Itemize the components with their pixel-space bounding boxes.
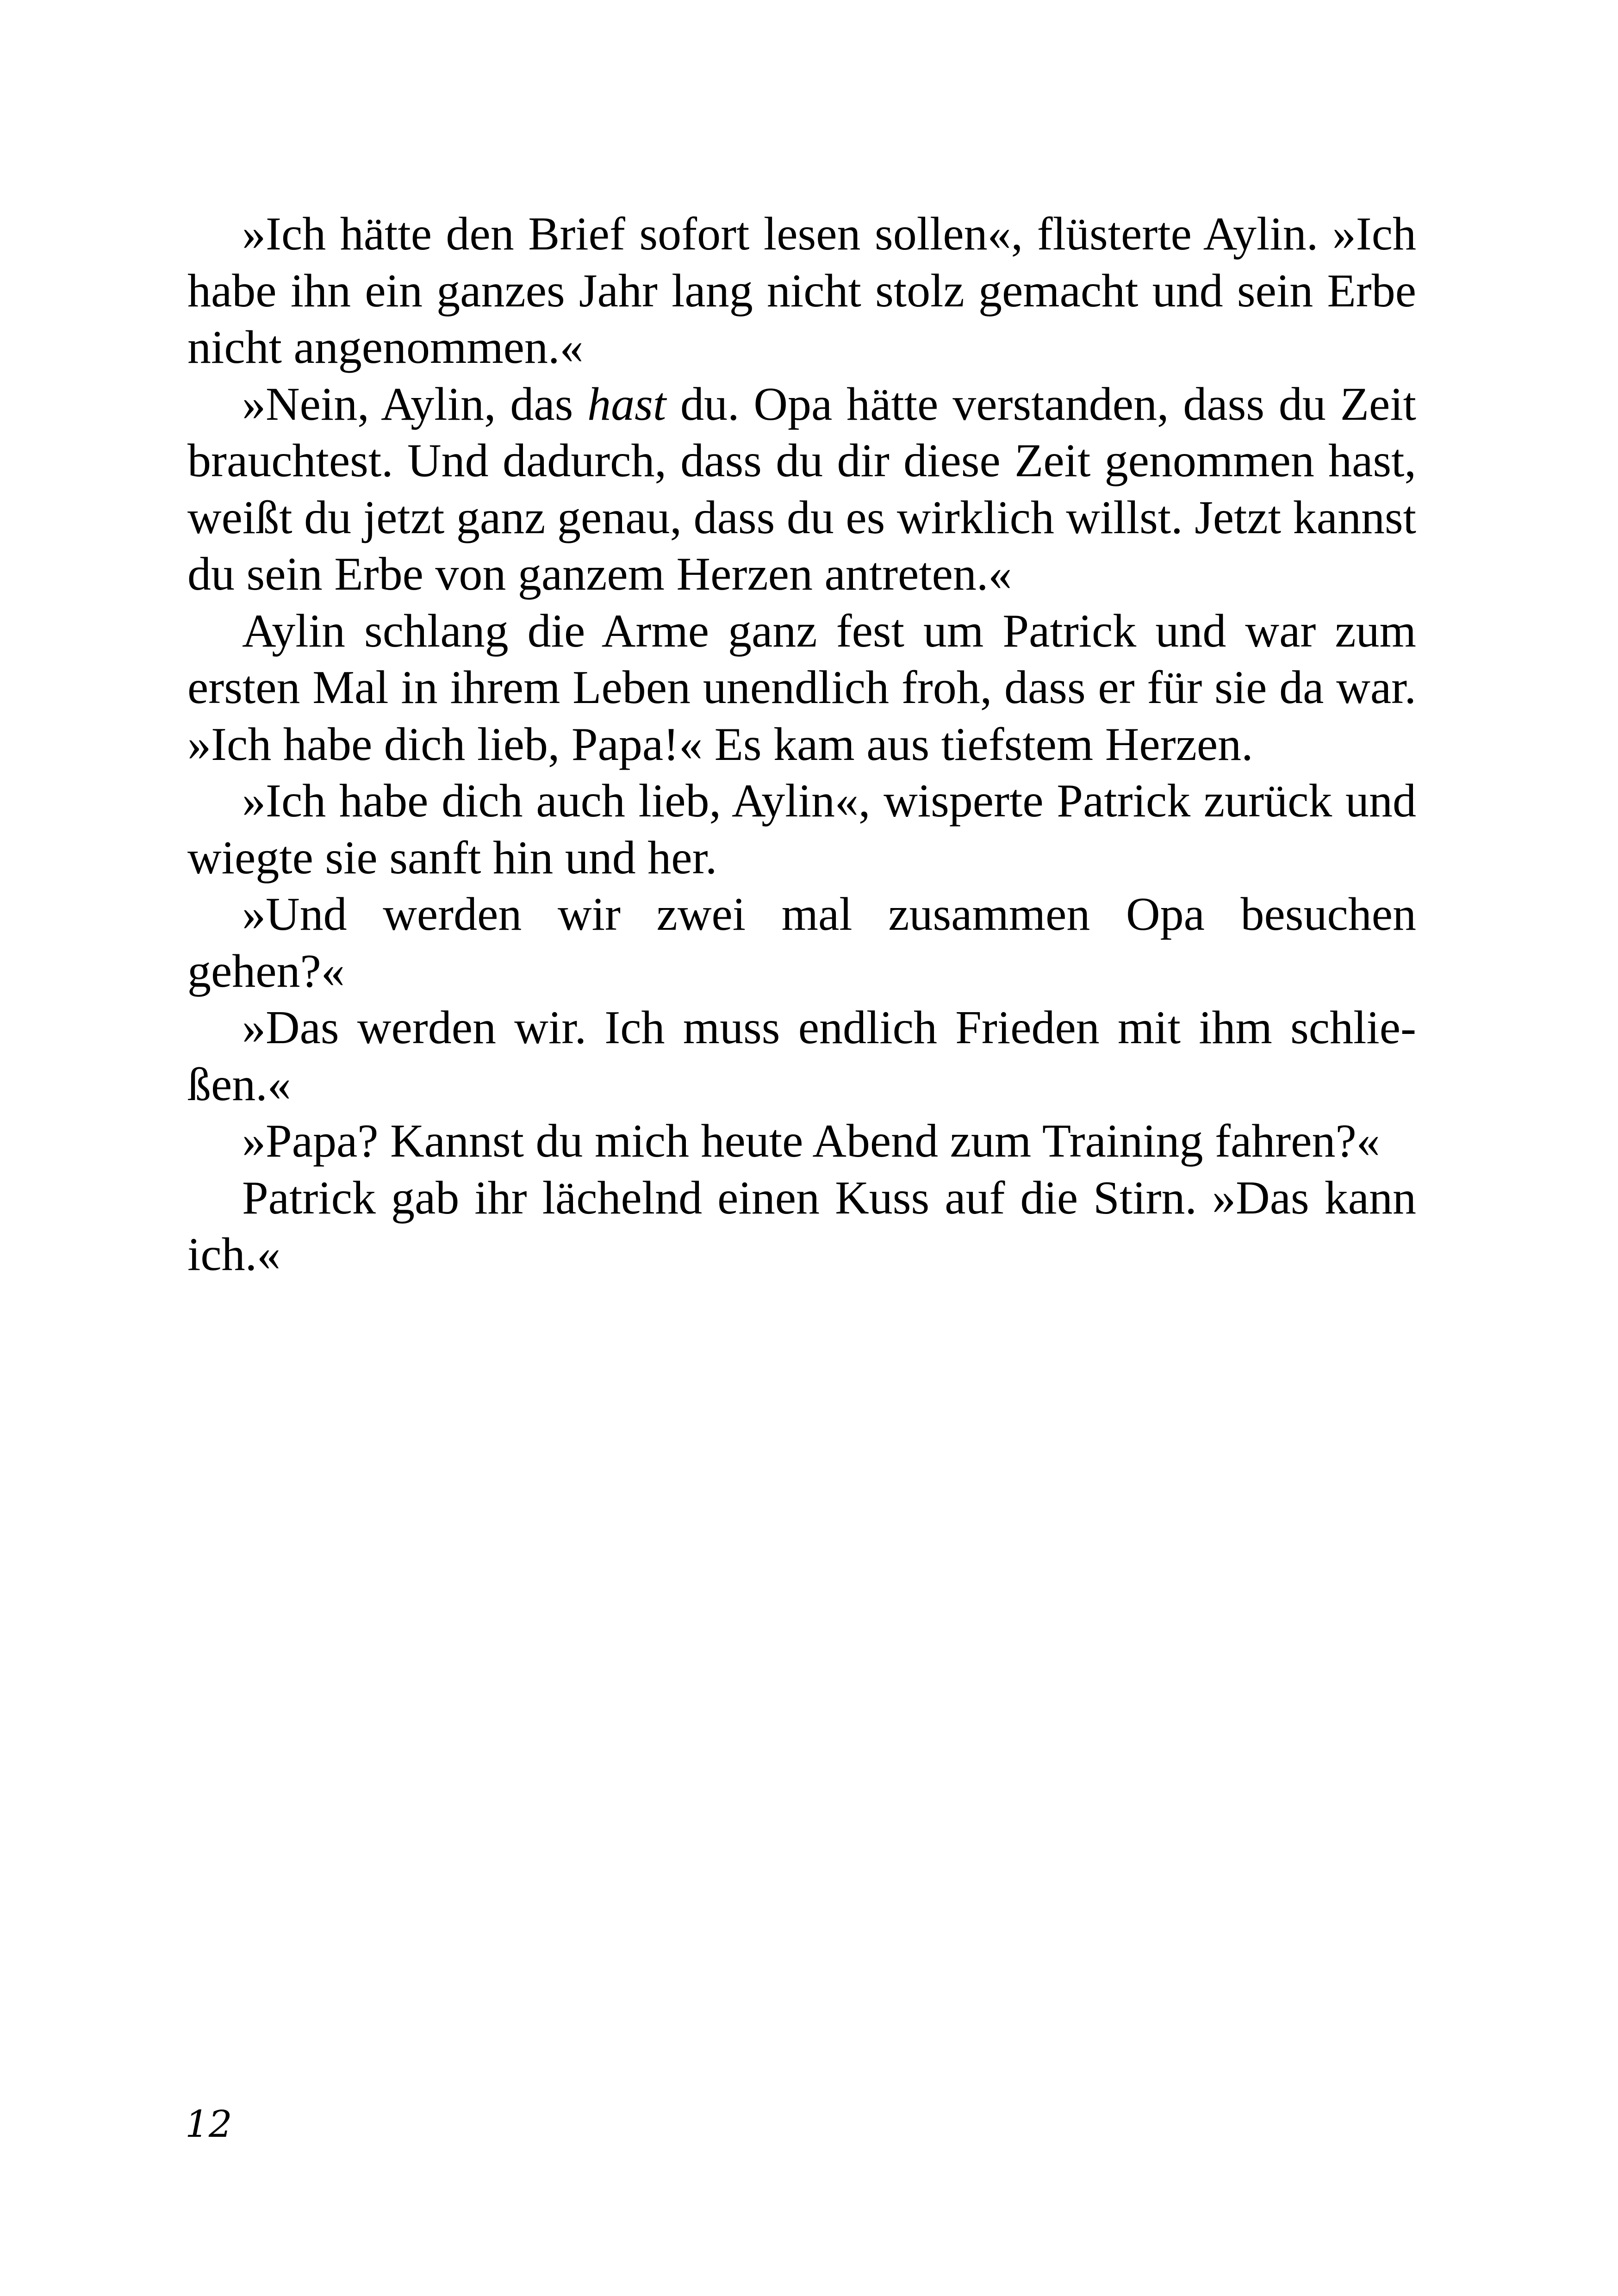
- paragraph: [187, 376, 1416, 603]
- paragraph: Patrick gab ihr lächelnd einen Kuss auf die Stirn. »Das kann ich.«: [187, 1171, 1416, 1281]
- paragraph: »Papa? Kannst du mich heute Abend zum Training fahren?«: [242, 1115, 1380, 1167]
- paragraph: Aylin schlang die Arme ganz fest um Patrick und war zum ersten Mal in ihrem Leben unendlich froh, dass er für sie da war. »Ich habe dich lieb, Papa!« Es kam aus tiefstem Herzen.: [187, 604, 1416, 771]
- paragraph: »Ich hätte den Brief sofort lesen sollen«, flüsterte Aylin. »Ich habe ihn ein ganzes Jahr lang nicht stolz gemacht und sein Erbe nicht angenommen.«: [187, 208, 1416, 373]
- paragraph: »Ich habe dich auch lieb, Aylin«, wisperte Patrick zurück und wiegte sie sanft hin und her.: [187, 775, 1416, 884]
- paragraph: »Und werden wir zwei mal zusammen Opa besuchen gehen?«: [187, 888, 1416, 997]
- emphasized-word: hast: [587, 378, 666, 430]
- paragraph: »Das werden wir. Ich muss endlich Frieden mit ihm schließen.«: [187, 1002, 1416, 1111]
- page-number: 12: [185, 2103, 232, 2146]
- paragraph-text: du. Opa hätte verstanden, dass du Zeit brauchtest. Und dadurch, dass du dir diese Zeit genommen hast, weißt du jetzt ganz genau, dass du es wirklich willst. Jetzt kannst du sein Erbe von ganzem Herzen antreten.«: [187, 378, 1417, 600]
- body-text: [187, 206, 1416, 1283]
- paragraph-text: »Nein, Aylin, das: [242, 378, 588, 430]
